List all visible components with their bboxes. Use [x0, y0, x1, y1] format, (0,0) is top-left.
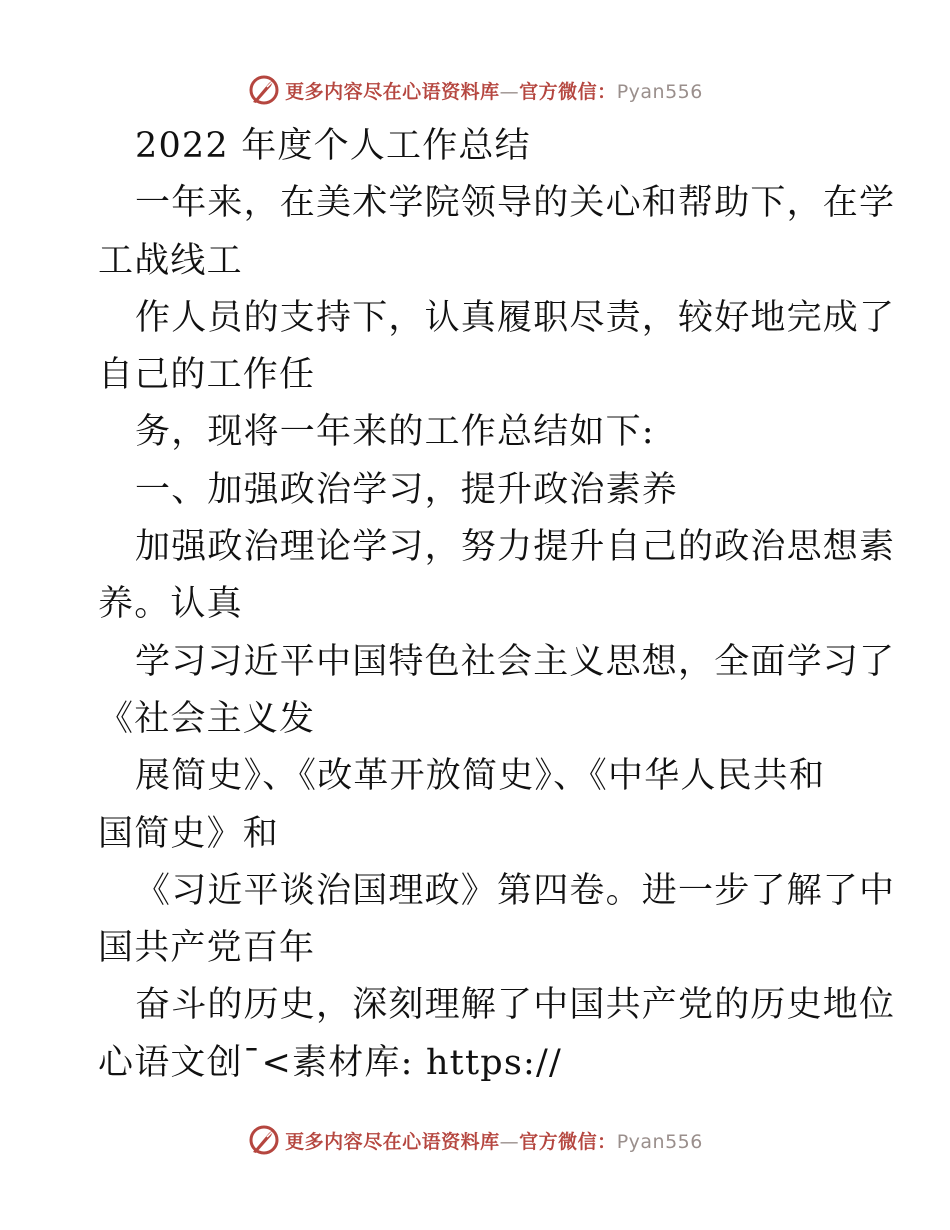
banner-dash: —	[499, 80, 520, 103]
text-line: 《社会主义发	[98, 698, 316, 739]
document-title: 2022 年度个人工作总结	[135, 126, 531, 166]
banner-wechat-id: Pyan556	[616, 80, 703, 103]
banner-main-text: 更多内容尽在心语资料库	[285, 1130, 500, 1153]
text-line: 自己的工作任	[98, 355, 316, 396]
text-line: 展简史》、《改革开放简史》、《中华人民共和	[135, 756, 826, 797]
banner-dash: —	[499, 1130, 520, 1153]
text-line: 一年来，在美术学院领导的关心和帮助下，在学	[135, 183, 896, 224]
text-line: 学习习近平中国特色社会主义思想，全面学习了	[135, 641, 896, 682]
banner-wechat-id: Pyan556	[616, 1130, 703, 1153]
text-line: 《习近平谈治国理政》第四卷。进一步了解了中	[135, 870, 896, 911]
quill-pen-logo-icon	[247, 1123, 281, 1157]
text-line: 奋斗的历史，深刻理解了中国共产党的历史地位	[135, 985, 896, 1026]
text-line: 加强政治理论学习，努力提升自己的政治思想素	[135, 527, 896, 568]
text-line: 心语文创¯<素材库: https://	[98, 1042, 562, 1083]
text-line: 国共产党百年	[98, 928, 316, 969]
text-line: 国简史》和	[98, 813, 280, 854]
text-line: 工战线工	[98, 240, 243, 281]
footer-watermark-banner	[0, 1118, 950, 1162]
text-line: 务，现将一年来的工作总结如下:	[135, 412, 655, 453]
banner-main-text: 更多内容尽在心语资料库	[285, 80, 500, 103]
banner-wechat-label: 官方微信：	[519, 1130, 617, 1153]
text-line: 养。认真	[98, 584, 243, 625]
document-body	[98, 118, 896, 1092]
text-line: 作人员的支持下，认真履职尽责，较好地完成了	[135, 297, 896, 338]
quill-pen-logo-icon	[247, 73, 281, 107]
header-watermark-banner	[0, 68, 950, 112]
text-line: 一、加强政治学习，提升政治素养	[135, 469, 679, 510]
banner-wechat-label: 官方微信：	[519, 80, 617, 103]
